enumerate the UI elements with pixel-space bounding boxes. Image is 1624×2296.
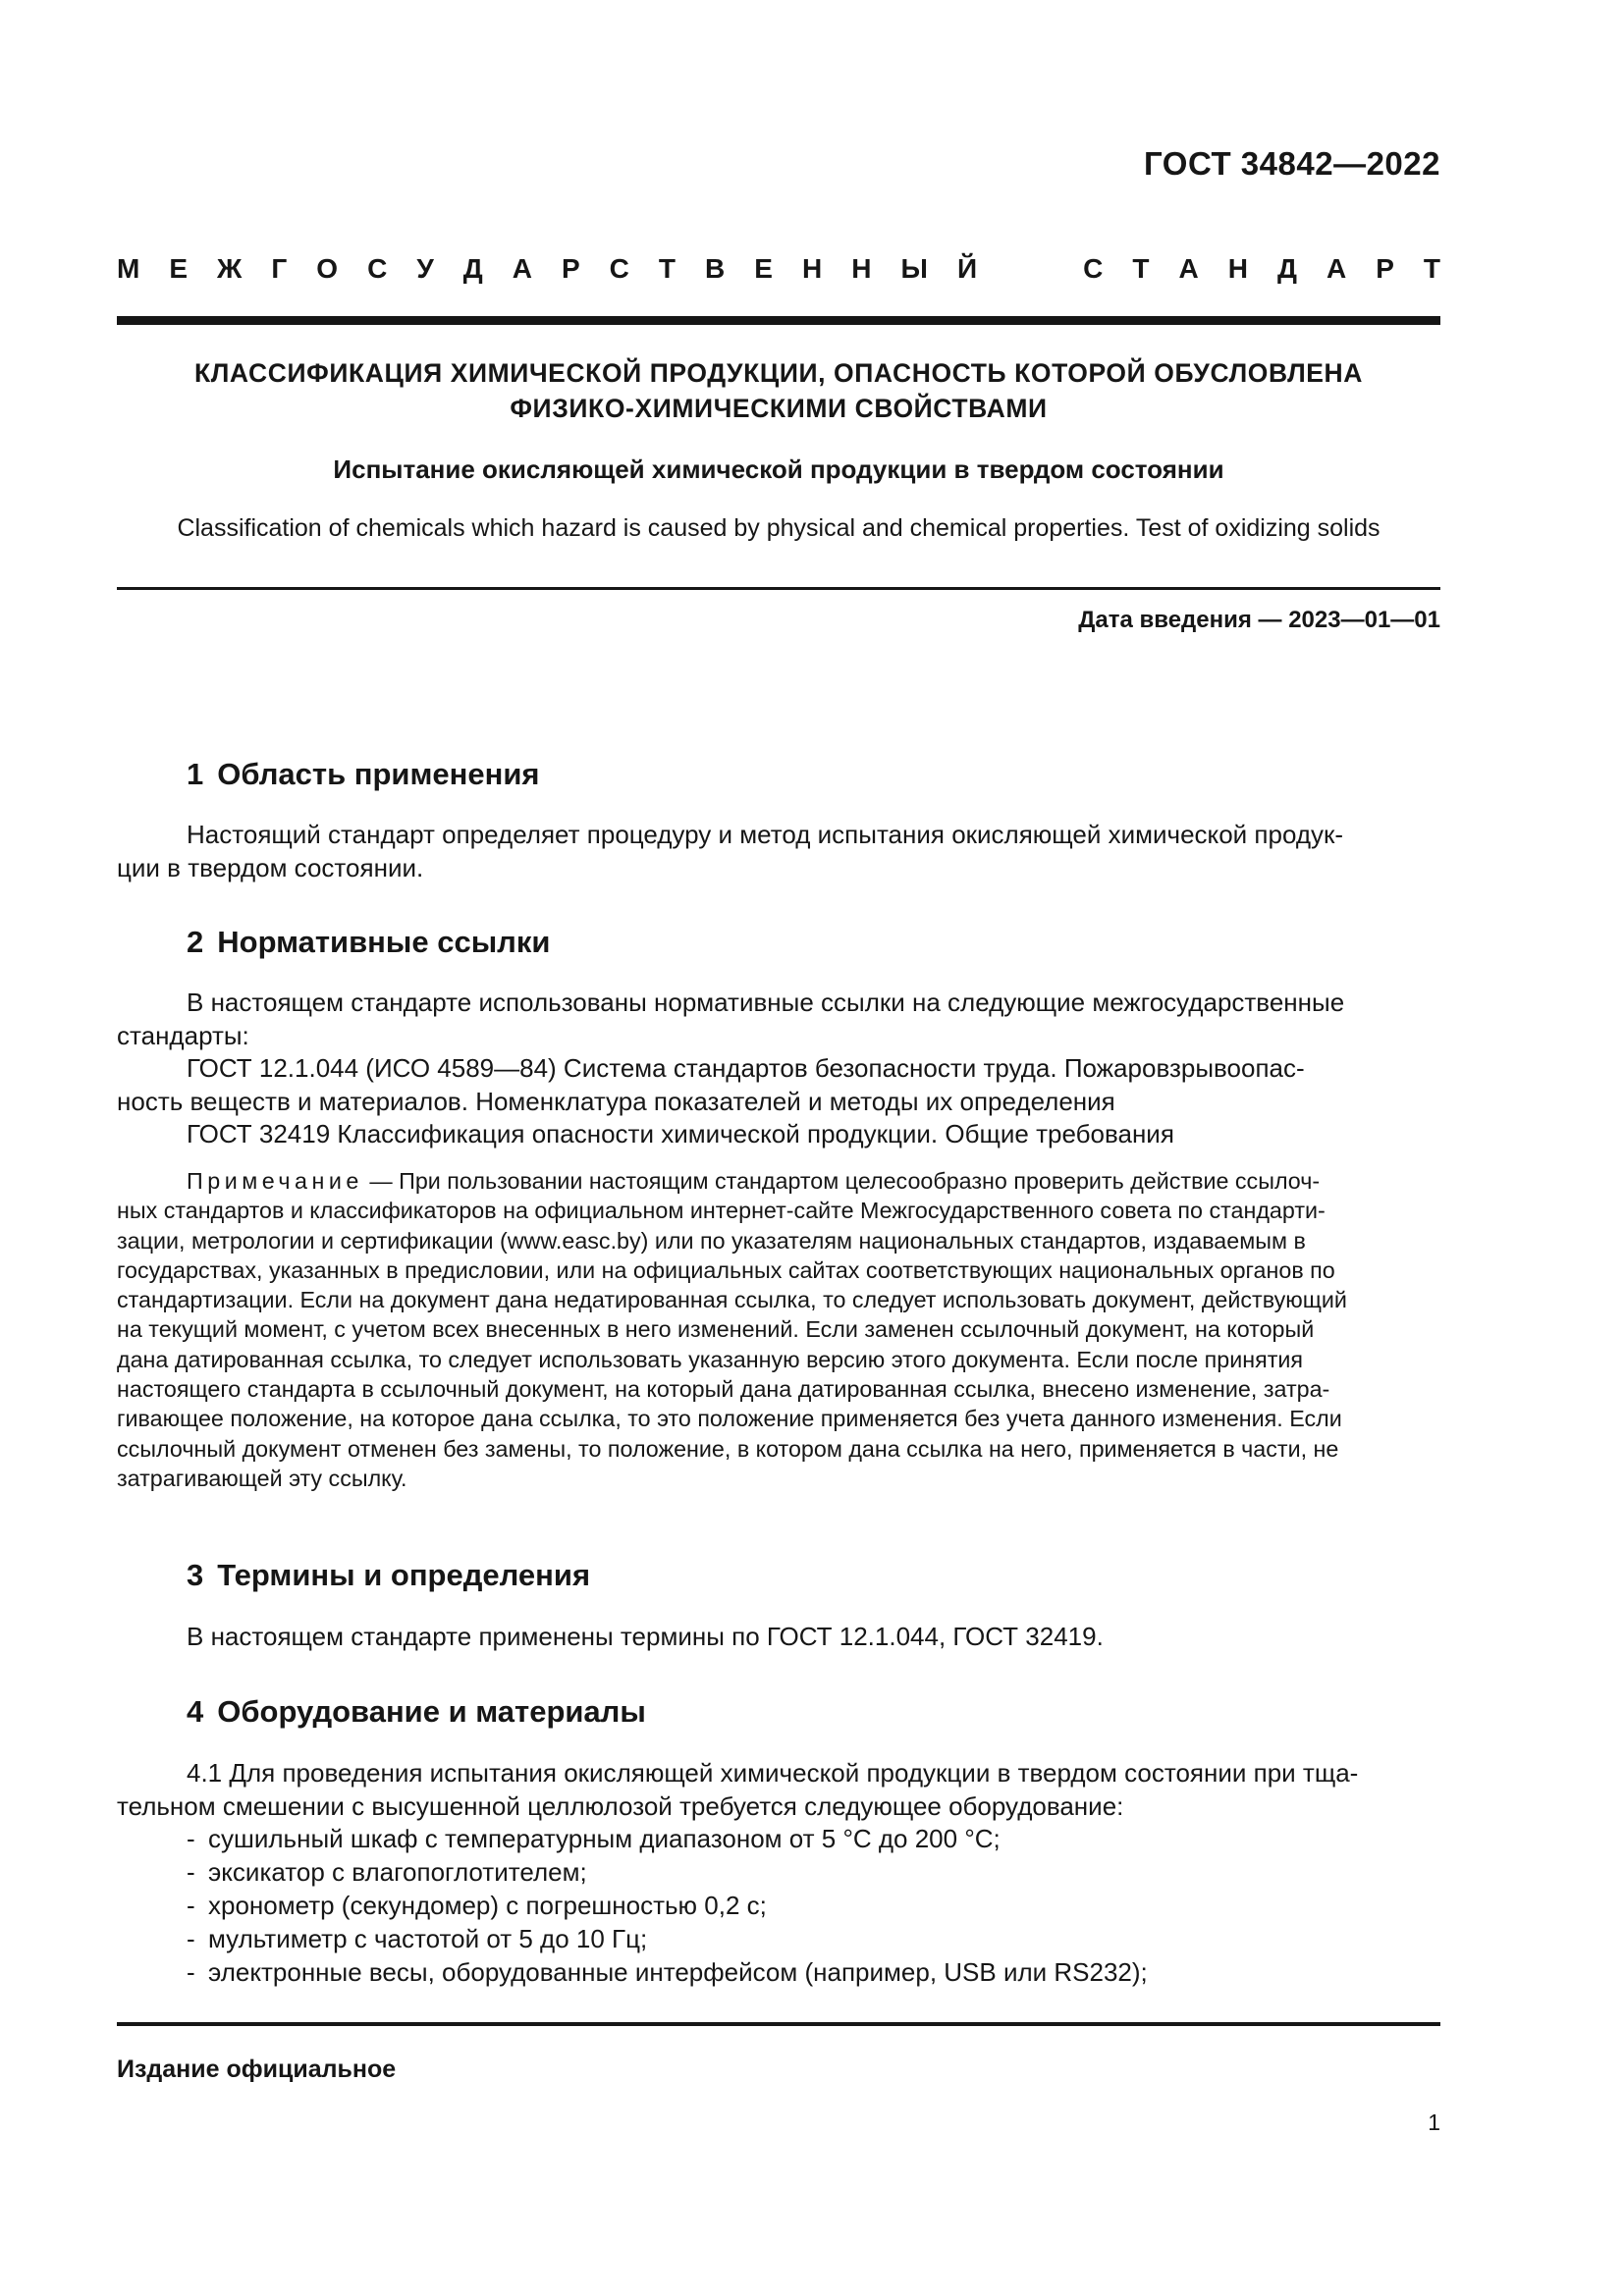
standard-type-letter: Ы [900,253,928,284]
section-number: 3 [187,1558,204,1592]
note-label: Примечание [187,1168,363,1194]
english-title: Classification of chemicals which hazard is caused by physical and chemical properties. Test of oxidizing solids [177,514,1380,542]
note-line: — При пользовании настоящим стандартом целесообразно проверить действие ссылоч- [362,1168,1321,1194]
equipment-list-item: - электронные весы, оборудованные интерфейсом (например, USB или RS232); [187,1957,1148,1987]
section-1-paragraph [117,819,1440,884]
equipment-list-item: - хронометр (секундомер) с погрешностью 0,2 с; [187,1891,767,1920]
normative-reference-continuation: ность веществ и материалов. Номенклатура показателей и методы их определения [117,1086,1115,1116]
standard-type-letter: Н [1227,253,1248,284]
section-heading-4 [187,1694,646,1730]
section-2-intro [117,987,1440,1151]
standard-type-letter: С [367,253,388,284]
standard-type-letter: Ж [217,253,243,284]
normative-reference: ГОСТ 32419 Классификация опасности химической продукции. Общие требования [187,1119,1174,1148]
standard-type-letter: Т [1132,253,1150,284]
text-line: ции в твердом состоянии. [117,852,424,882]
section-4-paragraph [117,1757,1440,1823]
section-number: 1 [187,757,204,791]
section-title: Область применения [217,757,540,791]
note-line: дана датированная ссылка, то следует использовать указанную версию этого документа. Если после принятия [117,1346,1304,1372]
text-line: В настоящем стандарте применены термины по ГОСТ 12.1.044, ГОСТ 32419. [187,1622,1104,1651]
note-line: на текущий момент, с учетом всех внесенных в него изменений. Если заменен ссылочный документ, на который [117,1316,1315,1343]
section-3-paragraph [117,1621,1440,1654]
standard-type-letter: А [1178,253,1199,284]
standard-type-letter: Н [802,253,823,284]
text-line: В настоящем стандарте использованы нормативные ссылки на следующие межгосударственные [187,988,1345,1017]
text-line: стандарты: [117,1020,249,1050]
standard-type-letter: А [512,253,532,284]
standard-type-letter: Й [956,253,978,284]
note-line: ссылочный документ отменен без замены, то положение, в котором дана ссылка на него, применяется в части, не [117,1435,1339,1462]
standard-type-letter: С [609,253,629,284]
standard-type-letter: О [316,253,339,284]
standard-type-letter: М [117,253,140,284]
standard-type-letter: Н [851,253,872,284]
word-gap [1006,253,1054,285]
section-title: Термины и определения [217,1558,591,1592]
standard-type-letter: Р [561,253,580,284]
equipment-list-item: - мультиметр с частотой от 5 до 10 Гц; [187,1924,648,1953]
text-line: 4.1 Для проведения испытания окисляющей химической продукции в твердом состоянии при тща- [187,1758,1359,1788]
standard-type-letter: С [1083,253,1104,284]
introduction-date: Дата введения — 2023—01—01 [1078,607,1440,633]
note-line: государствах, указанных в предисловии, или на официальных сайтах соответствующих национальных органов по [117,1256,1335,1283]
equipment-list-item: - сушильный шкаф с температурным диапазоном от 5 °С до 200 °С; [187,1824,1001,1853]
standard-type-letter: Р [1376,253,1394,284]
document-number: ГОСТ 34842—2022 [1144,145,1440,182]
document-title-line: КЛАССИФИКАЦИЯ ХИМИЧЕСКОЙ ПРОДУКЦИИ, ОПАСНОСТЬ КОТОРОЙ ОБУСЛОВЛЕНА [193,358,1364,388]
section-number: 4 [187,1694,204,1729]
title-divider [117,587,1440,590]
document-title-line: ФИЗИКО-ХИМИЧЕСКИМИ СВОЙСТВАМИ [510,394,1048,423]
equipment-list-item: - эксикатор с влагопоглотителем; [187,1857,587,1887]
section-heading-3 [187,1558,590,1593]
document-title [117,355,1440,426]
normative-reference: ГОСТ 12.1.044 (ИСО 4589—84) Система стандартов безопасности труда. Пожаровзрывоопас- [187,1053,1305,1083]
section-heading-2 [187,925,550,960]
standard-type-letter: Е [754,253,773,284]
header-divider [117,316,1440,325]
section-title: Оборудование и материалы [217,1694,646,1729]
page-number: 1 [1428,2109,1440,2135]
text-line: тельном смешении с высушенной целлюлозой требуется следующее оборудование: [117,1790,1124,1821]
note-block [117,1166,1440,1493]
standard-type-letter: У [416,253,434,284]
text-line: Настоящий стандарт определяет процедуру и метод испытания окисляющей химической продук- [187,820,1344,849]
edition-label: Издание официальное [117,2056,397,2083]
note-line: настоящего стандарта в ссылочный документ, на который дана датированная ссылка, внесено изменение, затра- [117,1376,1330,1403]
standard-type-heading [117,253,1440,285]
note-line: гивающее положение, на которое дана ссылка, то это положение применяется без учета данного изменения. Если [117,1406,1342,1432]
standard-type-letter: Т [658,253,677,284]
section-number: 2 [187,925,204,959]
note-line: ных стандартов и классификаторов на официальном интернет-сайте Межгосударственного совета по стандарти- [117,1198,1326,1224]
document-subtitle: Испытание окисляющей химической продукции в твердом состоянии [333,454,1224,484]
standard-type-letter: Т [1423,253,1440,284]
standard-type-letter: Д [1276,253,1297,284]
note-line: стандартизации. Если на документ дана недатированная ссылка, то следует использовать документ, действующий [117,1287,1347,1313]
section-heading-1 [187,757,540,792]
standard-type-letter: Д [462,253,483,284]
note-line: зации, метрологии и сертификации (www.easc.by) или по указателям национальных стандартов, издаваемым в [117,1227,1306,1254]
standard-type-letter: А [1326,253,1347,284]
standard-type-letter: Е [169,253,189,284]
section-title: Нормативные ссылки [217,925,551,959]
note-line: затрагивающей эту ссылку. [117,1465,407,1491]
standard-type-letter: Г [271,253,288,284]
footer-divider [117,2022,1440,2026]
standard-type-letter: В [705,253,726,284]
